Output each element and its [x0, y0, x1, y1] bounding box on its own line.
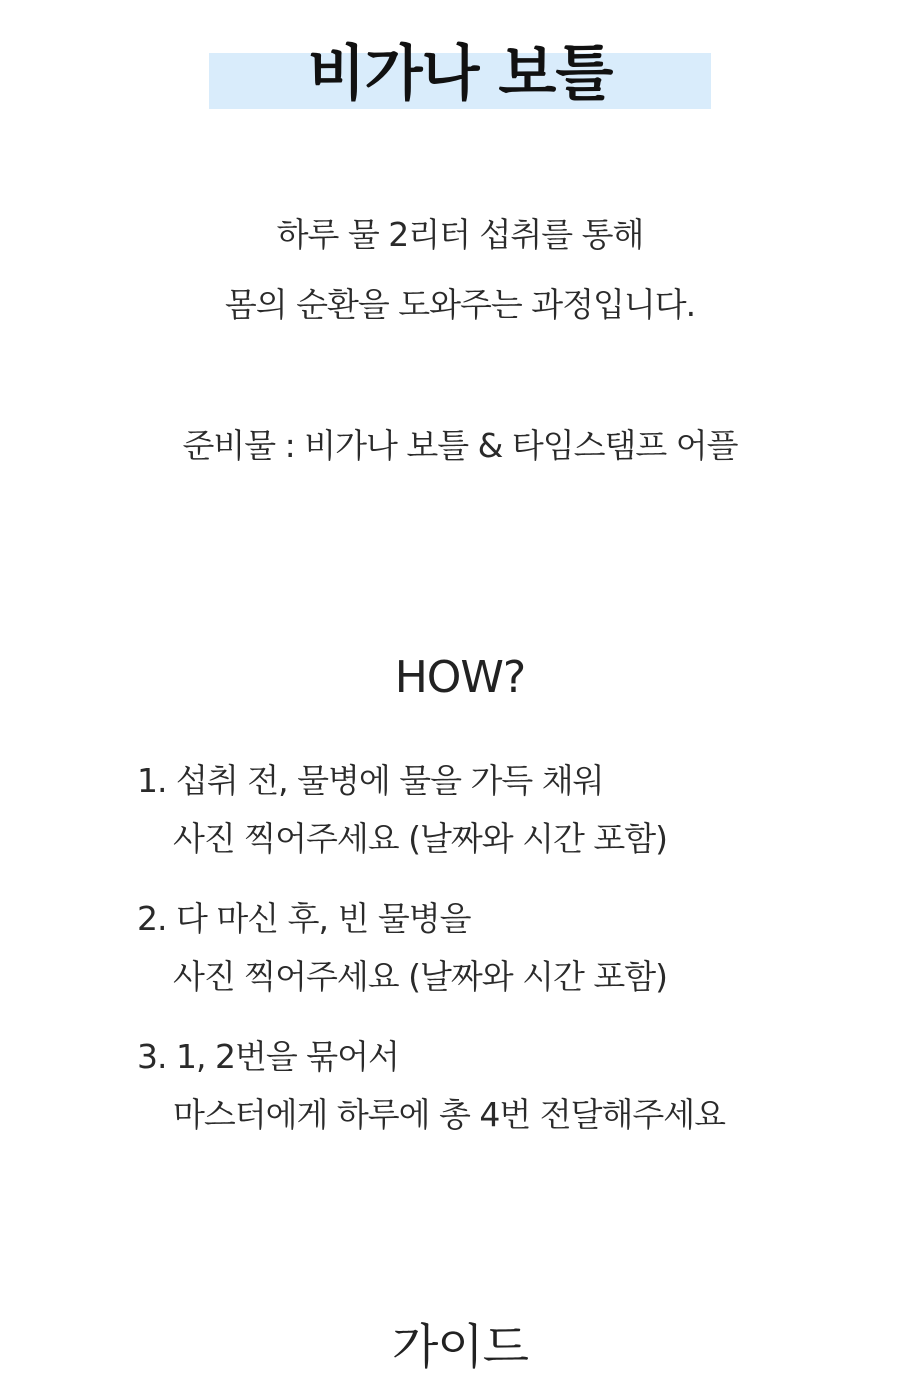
step-1: [137, 752, 897, 868]
step-3: [137, 1028, 897, 1144]
step-2: [137, 890, 897, 1006]
materials-text: 준비물 : 비가나 보틀 & 타임스탬프 어플: [182, 426, 738, 465]
step-2-line-2: 사진 찍어주세요 (날짜와 시간 포함): [173, 957, 667, 996]
step-1-line-2: 사진 찍어주세요 (날짜와 시간 포함): [173, 819, 667, 858]
steps-list: [137, 752, 897, 1166]
step-1-line-1: 1. 섭취 전, 물병에 물을 가득 채워: [137, 761, 604, 800]
title-block: [0, 36, 920, 116]
step-3-line-2: 마스터에게 하루에 총 4번 전달해주세요: [173, 1095, 726, 1134]
intro-text: [0, 200, 920, 340]
intro-line-2: 몸의 순환을 도와주는 과정입니다.: [224, 285, 696, 324]
intro-line-1: 하루 물 2리터 섭취를 통해: [276, 215, 644, 254]
guide-heading: 가이드: [391, 1319, 529, 1375]
step-2-line-1: 2. 다 마신 후, 빈 물병을: [137, 899, 471, 938]
how-heading: HOW?: [394, 652, 526, 703]
step-3-line-1: 3. 1, 2번을 묶어서: [137, 1037, 399, 1076]
page-title: 비가나 보틀: [307, 39, 613, 109]
